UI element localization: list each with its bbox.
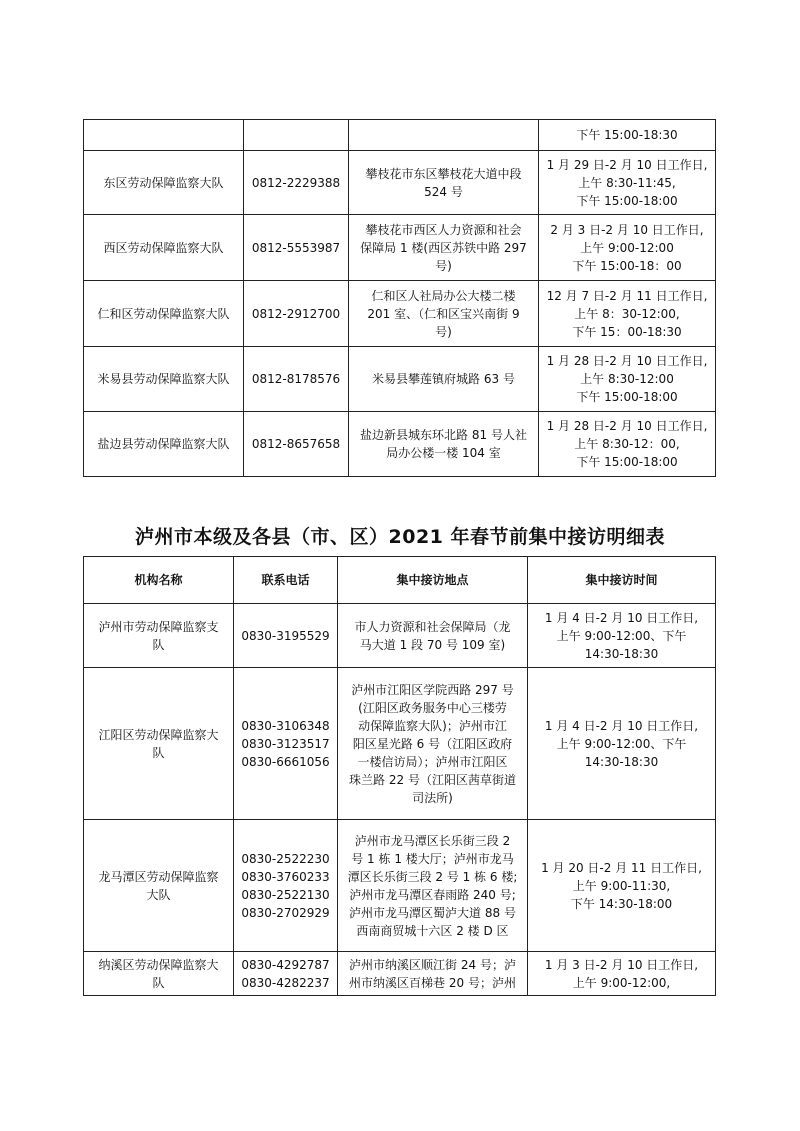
time-line: 下午 15:00-18:00 (576, 390, 678, 404)
address-line: 潭区长乐街三段 2 号 1 栋 6 楼; (347, 869, 518, 884)
header-org: 机构名称 (84, 557, 234, 604)
table-title: 泸州市本级及各县（市、区）2021 年春节前集中接访明细表 (135, 526, 665, 548)
cell-org (84, 820, 234, 952)
cell-org (84, 668, 234, 820)
cell-org (84, 347, 244, 412)
cell-time (539, 412, 716, 477)
cell-address (338, 820, 528, 952)
cell-org (84, 952, 234, 996)
cell-phone (234, 668, 338, 820)
table-row (84, 215, 716, 281)
org-line: 江阳区劳动保障监察大 (98, 727, 219, 742)
address-line: 201 室、（仁和区宝兴南街 9 (367, 306, 520, 321)
regional-table-panzhihua (83, 119, 716, 477)
phone-line: 0812-2912700 (251, 306, 341, 321)
cell-phone (244, 412, 349, 477)
cell-address (349, 120, 539, 151)
org-line: 队 (152, 745, 165, 760)
address-line: 市人力资源和社会保障局（龙 (354, 619, 511, 634)
header-address: 集中接访地点 (338, 557, 528, 604)
address-line: 号 1 栋 1 楼大厅；泸州市龙马 (351, 851, 514, 866)
time-line: 上午 9:00-11:30, (572, 878, 671, 893)
cell-org (84, 215, 244, 281)
address-line: 珠兰路 22 号（江阳区茜草街道 (349, 772, 516, 787)
phone-line: 0830-2522130 (241, 887, 330, 902)
address-line: 泸州市江阳区学院西路 297 号 (351, 682, 514, 697)
time-line: 上午 8：30-12:00, (574, 306, 680, 321)
cell-address (338, 668, 528, 820)
address-line: 保障局 1 楼(西区苏铁中路 297 (360, 240, 527, 255)
table-row (84, 820, 716, 952)
address-line: (江阳区政务服务中心三楼劳 (358, 700, 507, 715)
address-line: 泸州市龙马潭区长乐街三段 2 (354, 833, 511, 848)
org-line: 队 (152, 637, 165, 652)
cell-phone (244, 347, 349, 412)
org-line: 东区劳动保障监察大队 (103, 175, 224, 190)
cell-org (84, 120, 244, 151)
cell-time (528, 952, 716, 996)
cell-address (338, 952, 528, 996)
cell-org (84, 151, 244, 215)
org-line: 泸州市劳动保障监察支 (98, 619, 219, 634)
phone-line: 0830-4292787 (241, 957, 330, 972)
table-row (84, 120, 716, 151)
cell-time (539, 281, 716, 347)
time-line: 下午 15：00-18:30 (572, 324, 682, 339)
cell-address (349, 412, 539, 477)
time-line: 14:30-18:30 (584, 754, 659, 769)
phone-line: 0830-3760233 (241, 869, 330, 884)
cell-address (349, 347, 539, 412)
cell-phone (234, 604, 338, 668)
cell-phone (244, 215, 349, 281)
cell-time (528, 668, 716, 820)
cell-phone (234, 820, 338, 952)
org-line: 仁和区劳动保障监察大队 (97, 306, 230, 321)
cell-time (539, 347, 716, 412)
time-line: 下午 15:00-18:30 (576, 128, 678, 142)
address-line: 攀枝花市东区攀枝花大道中段 (365, 166, 522, 181)
cell-phone (234, 952, 338, 996)
cell-time (539, 215, 716, 281)
cell-time (539, 151, 716, 215)
address-line: 一楼信访局）；泸州市江阳区 (357, 754, 508, 769)
address-line: 动保障监察大队)；泸州市江 (358, 718, 507, 733)
org-line: 盐边县劳动保障监察大队 (97, 437, 230, 451)
table-row (84, 668, 716, 820)
org-line: 米易县劳动保障监察大队 (97, 372, 230, 386)
time-line: 上午 8:30-12：00, (574, 437, 680, 451)
address-line: 泸州市龙马潭区蜀泸大道 88 号 (349, 905, 516, 920)
time-line: 上午 9:00-12:00、下午 (556, 628, 687, 643)
cell-org (84, 281, 244, 347)
cell-address (349, 151, 539, 215)
time-line: 2 月 3 日-2 月 10 日工作日, (550, 222, 704, 237)
address-line: 号) (435, 324, 452, 339)
time-line: 1 月 28 日-2 月 10 日工作日, (546, 419, 708, 433)
time-line: 上午 9:00-12:00、下午 (556, 736, 687, 751)
time-line: 1 月 28 日-2 月 10 日工作日, (546, 354, 708, 368)
phone-line: 0830-2702929 (241, 905, 330, 920)
time-line: 上午 9:00-12:00 (580, 240, 674, 255)
address-line: 司法所) (412, 790, 453, 805)
table-body (84, 604, 716, 996)
phone-line: 0812-8657658 (251, 437, 341, 451)
cell-phone (244, 281, 349, 347)
cell-org (84, 412, 244, 477)
address-line: 524 号 (424, 184, 463, 199)
time-line: 1 月 20 日-2 月 11 日工作日, (541, 860, 702, 875)
time-line: 下午 14:30-18:00 (570, 896, 673, 911)
table-row (84, 347, 716, 412)
phone-line: 0812-8178576 (251, 372, 341, 386)
phone-line: 0830-4282237 (241, 975, 330, 990)
address-line: 号) (435, 258, 452, 273)
phone-line: 0830-3195529 (241, 628, 330, 643)
cell-address (338, 604, 528, 668)
address-line: 局办公楼一楼 104 室 (386, 446, 501, 460)
phone-line: 0830-3123517 (241, 736, 330, 751)
phone-line: 0830-6661056 (241, 754, 330, 769)
time-line: 上午 8:30-11:45, (578, 175, 676, 190)
time-line: 1 月 4 日-2 月 10 日工作日, (544, 718, 699, 733)
time-line: 1 月 4 日-2 月 10 日工作日, (544, 610, 699, 625)
time-line: 上午 9:00-12:00, (572, 975, 671, 990)
cell-phone (244, 120, 349, 151)
address-line: 阳区星光路 6 号（江阳区政府 (352, 736, 513, 751)
org-line: 西区劳动保障监察大队 (103, 240, 224, 255)
cell-time (528, 820, 716, 952)
table-body (84, 120, 716, 477)
table-row (84, 952, 716, 996)
address-line: 盐边新县城东环北路 81 号人社 (360, 428, 527, 442)
phone-line: 0830-2522230 (241, 851, 330, 866)
table-row (84, 604, 716, 668)
time-line: 下午 15:00-18：00 (572, 258, 682, 273)
cell-address (349, 215, 539, 281)
address-line: 州市纳溪区百梯巷 20 号；泸州 (349, 975, 516, 990)
org-line: 大队 (146, 887, 171, 902)
time-line: 1 月 29 日-2 月 10 日工作日, (546, 157, 708, 172)
time-line: 14:30-18:30 (584, 646, 659, 661)
cell-time (539, 120, 716, 151)
header-phone: 联系电话 (234, 557, 338, 604)
address-line: 攀枝花市西区人力资源和社会 (365, 222, 522, 237)
address-line: 泸州市龙马潭区春雨路 240 号; (349, 887, 516, 902)
time-line: 上午 8:30-12:00 (580, 372, 674, 386)
regional-table-luzhou (83, 556, 716, 996)
address-line: 西南商贸城十六区 2 楼 D 区 (356, 923, 509, 938)
org-line: 队 (152, 975, 165, 990)
table-row (84, 281, 716, 347)
address-line: 马大道 1 段 70 号 109 室) (359, 637, 506, 652)
phone-line: 0812-5553987 (251, 240, 341, 255)
header-row (84, 557, 716, 604)
org-line: 龙马潭区劳动保障监察 (98, 869, 219, 884)
org-line: 纳溪区劳动保障监察大 (98, 957, 219, 972)
header-time: 集中接访时间 (528, 557, 716, 604)
table-row (84, 412, 716, 477)
phone-line: 0830-3106348 (241, 718, 330, 733)
cell-org (84, 604, 234, 668)
phone-line: 0812-2229388 (251, 175, 341, 190)
time-line: 下午 15:00-18:00 (576, 455, 678, 469)
time-line: 1 月 3 日-2 月 10 日工作日, (544, 957, 699, 972)
table-row (84, 151, 716, 215)
time-line: 12 月 7 日-2 月 11 日工作日, (546, 288, 708, 303)
cell-address (349, 281, 539, 347)
cell-time (528, 604, 716, 668)
time-line: 下午 15:00-18:00 (576, 193, 678, 208)
cell-phone (244, 151, 349, 215)
address-line: 米易县攀莲镇府城路 63 号 (372, 372, 515, 386)
address-line: 仁和区人社局办公大楼二楼 (371, 288, 516, 303)
address-line: 泸州市纳溪区顺江街 24 号；泸 (349, 957, 516, 972)
